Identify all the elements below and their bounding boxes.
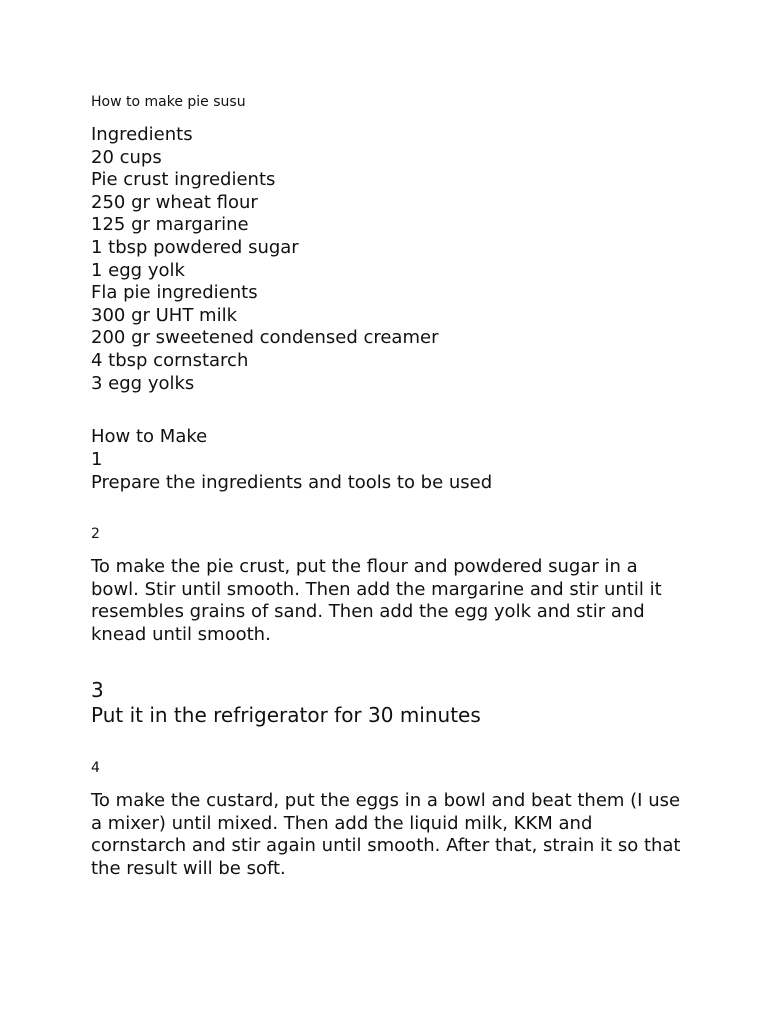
list-item: Pie crust ingredients bbox=[91, 169, 276, 191]
list-item: 4 tbsp cornstarch bbox=[91, 349, 249, 371]
how-to-make-heading: How to Make bbox=[91, 426, 208, 447]
step-1-number: 1 bbox=[91, 449, 103, 470]
document-title: How to make pie susu bbox=[91, 94, 246, 110]
step-2-text: To make the pie crust, put the flour and powdered sugar in a bowl. Stir until smooth. Then add the margarine and stir until it resembles grains of sand. Then add the egg yolk and stir and knead until smooth. bbox=[91, 556, 662, 645]
step-1-text: Prepare the ingredients and tools to be used bbox=[91, 472, 493, 493]
list-item: 1 egg yolk bbox=[91, 259, 185, 281]
list-item: 125 gr margarine bbox=[91, 214, 249, 236]
list-item: 200 gr sweetened condensed creamer bbox=[91, 327, 439, 349]
list-item: 3 egg yolks bbox=[91, 372, 195, 394]
step-4-number: 4 bbox=[91, 760, 100, 776]
list-item: Fla pie ingredients bbox=[91, 282, 258, 304]
step-3-number: 3 bbox=[91, 678, 104, 702]
list-item: 1 tbsp powdered sugar bbox=[91, 236, 299, 258]
step-2-number: 2 bbox=[91, 526, 100, 542]
step-3-text: Put it in the refrigerator for 30 minutes bbox=[91, 703, 481, 727]
ingredients-heading: Ingredients bbox=[91, 124, 193, 145]
document-page bbox=[91, 0, 691, 1024]
list-item: 250 gr wheat flour bbox=[91, 191, 258, 213]
ingredients-list bbox=[91, 124, 438, 395]
list-item: 20 cups bbox=[91, 146, 162, 168]
step-4-text: To make the custard, put the eggs in a bowl and beat them (I use a mixer) until mixed. Then add the liquid milk, KKM and cornstarch and stir again until smooth. After that, strain it so that the result will be soft. bbox=[91, 790, 681, 879]
list-item: 300 gr UHT milk bbox=[91, 304, 238, 326]
